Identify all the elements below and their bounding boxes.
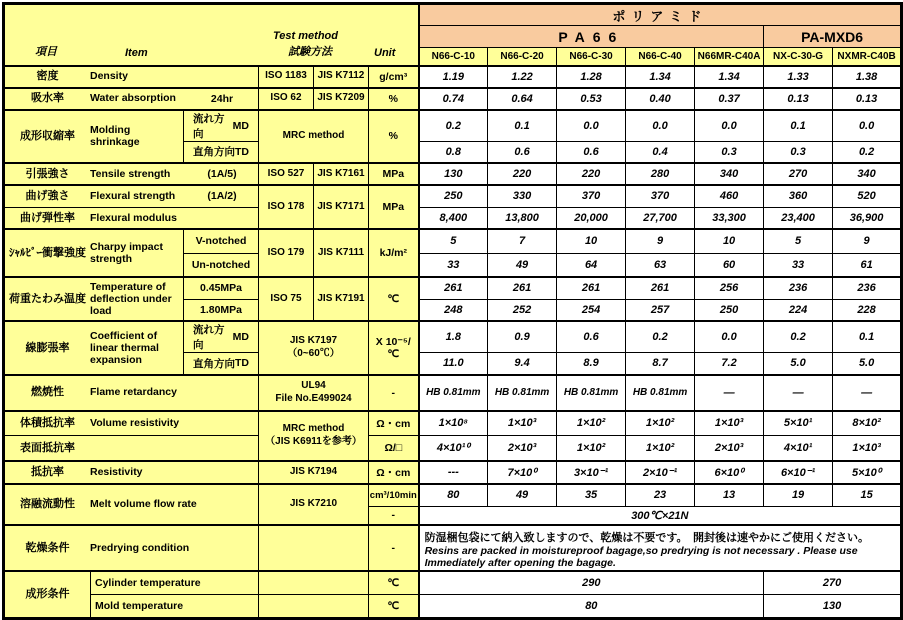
value-cell: 340 [833, 163, 902, 185]
water-en: Water absorption [90, 92, 176, 105]
header-group-pa-mxd6: PA-MXD6 [764, 26, 902, 48]
value-cell: 3×10⁻¹ [557, 461, 626, 484]
dtul-unit: ℃ [369, 277, 419, 321]
value-cell: 520 [833, 185, 902, 207]
flame-en: Flame retardancy [90, 386, 177, 399]
value-cell: 0.2 [764, 321, 833, 353]
value-cell: 0.0 [833, 110, 902, 142]
value-cell: 236 [764, 277, 833, 299]
value-cell: 1.33 [764, 66, 833, 88]
dtul-180-spec: 1.80MPa [184, 299, 259, 321]
flame-method [259, 375, 369, 411]
value-cell: --- [419, 461, 488, 484]
shrink-unit: % [369, 110, 419, 164]
volres-unit: Ω・cm [369, 411, 419, 436]
value-cell: 370 [626, 185, 695, 207]
tensile-unit: MPa [369, 163, 419, 185]
value-cell: 5×10¹ [764, 411, 833, 436]
water-label [4, 88, 259, 110]
value-cell: 2×10³ [488, 436, 557, 461]
value-cell: 250 [695, 299, 764, 321]
tensile-label [4, 163, 259, 185]
tensile-jis: JIS K7161 [314, 163, 369, 185]
grade-header: N66-C-30 [557, 48, 626, 66]
clte-td-code: TD [235, 357, 249, 370]
value-cell: 370 [557, 185, 626, 207]
header-item-en: Item [125, 46, 148, 59]
value-cell: 1×10³ [833, 436, 902, 461]
value-cell: 254 [557, 299, 626, 321]
value-cell: 1×10³ [695, 411, 764, 436]
value-cell: 220 [557, 163, 626, 185]
value-cell: 49 [488, 484, 557, 507]
property-table [2, 2, 903, 620]
density-ja: 密度 [36, 70, 59, 83]
charpy-iso: ISO 179 [259, 229, 314, 277]
value-cell: 5.0 [833, 353, 902, 375]
value-cell: 60 [695, 253, 764, 277]
value-cell: — [764, 375, 833, 411]
clte-ja: 線膨張率 [25, 341, 70, 354]
surfres-label [4, 436, 259, 461]
value-cell: 0.53 [557, 88, 626, 110]
value-cell: HB 0.81mm [557, 375, 626, 411]
value-cell: 61 [833, 253, 902, 277]
value-cell: 1.19 [419, 66, 488, 88]
value-cell: 248 [419, 299, 488, 321]
value-cell: 0.37 [695, 88, 764, 110]
density-label [4, 66, 259, 88]
value-cell: 340 [695, 163, 764, 185]
grade-header: N66-C-40 [626, 48, 695, 66]
density-iso: ISO 1183 [259, 66, 314, 88]
water-spec: 24hr [210, 92, 234, 105]
value-cell: 9 [833, 229, 902, 253]
predry-note-ja: 防湿梱包袋にて納入致しますので、乾燥は不要です。 開封後は速やかにご使用ください。 [424, 531, 869, 544]
value-cell: 0.1 [488, 110, 557, 142]
shrink-method: MRC method [259, 110, 369, 164]
value-cell: 0.2 [626, 321, 695, 353]
value-cell: 23,400 [764, 207, 833, 229]
flame-ja: 燃焼性 [31, 386, 64, 399]
value-cell: 0.3 [695, 141, 764, 163]
flex-strength-en: Flexural strength [90, 190, 176, 203]
mold-temp-label: Mold temperature [91, 595, 259, 619]
cylinder-unit: ℃ [369, 571, 419, 595]
resist-method: JIS K7194 [259, 461, 369, 484]
value-cell: 252 [488, 299, 557, 321]
mvr-ja: 溶融流動性 [20, 497, 75, 510]
value-cell: 460 [695, 185, 764, 207]
value-cell: 220 [488, 163, 557, 185]
value-cell: 9 [626, 229, 695, 253]
value-cell: 19 [764, 484, 833, 507]
value-cell: 15 [833, 484, 902, 507]
value-cell: 7×10⁰ [488, 461, 557, 484]
cylinder-temp-pamxd6: 270 [764, 571, 902, 595]
shrink-td-code: TD [235, 145, 249, 158]
header-left-cell [4, 4, 419, 66]
value-cell: 1.38 [833, 66, 902, 88]
clte-method [259, 321, 369, 375]
mold-unit: ℃ [369, 595, 419, 619]
value-cell: 4×10¹ [764, 436, 833, 461]
resist-unit: Ω・cm [369, 461, 419, 484]
value-cell: 11.0 [419, 353, 488, 375]
value-cell: 0.1 [764, 110, 833, 142]
charpy-v-spec: V-notched [184, 229, 259, 253]
surfres-ja: 表面抵抗率 [20, 441, 75, 454]
shrink-md-code: MD [232, 119, 249, 132]
density-unit: g/cm³ [369, 66, 419, 88]
value-cell: 35 [557, 484, 626, 507]
shrink-td-dir: 直角方向 [193, 146, 235, 159]
water-ja: 吸水率 [31, 92, 64, 105]
value-cell: 4×10¹⁰ [419, 436, 488, 461]
flame-label [4, 375, 259, 411]
mold-temp-pa66: 80 [419, 595, 764, 619]
shrink-td-spec [184, 141, 259, 163]
charpy-label [4, 229, 184, 277]
value-cell: 0.0 [695, 321, 764, 353]
value-cell: 0.8 [419, 141, 488, 163]
value-cell: 330 [488, 185, 557, 207]
value-cell: 236 [833, 277, 902, 299]
value-cell: 23 [626, 484, 695, 507]
value-cell: 13,800 [488, 207, 557, 229]
value-cell: 7.2 [695, 353, 764, 375]
flex-iso: ISO 178 [259, 185, 314, 229]
value-cell: 63 [626, 253, 695, 277]
value-cell: 27,700 [626, 207, 695, 229]
value-cell: 13 [695, 484, 764, 507]
value-cell: 8.9 [557, 353, 626, 375]
mvr-unit2: - [369, 507, 419, 525]
dtul-045-spec: 0.45MPa [184, 277, 259, 299]
value-cell: 1×10⁸ [419, 411, 488, 436]
value-cell: 0.40 [626, 88, 695, 110]
mvr-en: Melt volume flow rate [90, 497, 197, 510]
shrink-md-dir: 流れ方向 [193, 112, 225, 140]
flex-jis: JIS K7171 [314, 185, 369, 229]
shrink-en: Molding shrinkage [90, 124, 140, 149]
header-item-ja: 項目 [35, 45, 57, 58]
flex-unit: MPa [369, 185, 419, 229]
value-cell: HB 0.81mm [419, 375, 488, 411]
grade-header: NXMR-C40B [833, 48, 902, 66]
resist-label [4, 461, 259, 484]
value-cell: 130 [419, 163, 488, 185]
tensile-ja: 引張強さ [25, 167, 70, 180]
predry-method-empty [259, 525, 369, 571]
molding-label: 成形条件 [4, 571, 91, 619]
value-cell: 2×10³ [695, 436, 764, 461]
predry-unit: - [369, 525, 419, 571]
value-cell: 261 [557, 277, 626, 299]
value-cell: 6×10⁻¹ [764, 461, 833, 484]
value-cell: 0.3 [764, 141, 833, 163]
value-cell: 80 [419, 484, 488, 507]
value-cell: 1×10² [626, 436, 695, 461]
value-cell: 224 [764, 299, 833, 321]
density-jis: JIS K7112 [314, 66, 369, 88]
water-unit: % [369, 88, 419, 110]
charpy-unit: kJ/m² [369, 229, 419, 277]
shrink-ja: 成形収縮率 [20, 130, 75, 143]
volres-en: Volume resistivity [90, 417, 180, 430]
dtul-iso: ISO 75 [259, 277, 314, 321]
tensile-spec: (1A/5) [207, 168, 237, 180]
value-cell: 1.34 [695, 66, 764, 88]
value-cell: 10 [695, 229, 764, 253]
value-cell: 1.34 [626, 66, 695, 88]
value-cell: 257 [626, 299, 695, 321]
resist-en: Resistivity [90, 465, 143, 478]
clte-en: Coefficient of linear thermal expansion [90, 329, 159, 366]
value-cell: 0.13 [764, 88, 833, 110]
grade-header: N66-C-10 [419, 48, 488, 66]
value-cell: HB 0.81mm [488, 375, 557, 411]
clte-md-spec [184, 321, 259, 353]
charpy-en: Charpy impact strength [90, 240, 163, 265]
value-cell: 10 [557, 229, 626, 253]
value-cell: 0.64 [488, 88, 557, 110]
value-cell: — [833, 375, 902, 411]
charpy-jis: JIS K7111 [314, 229, 369, 277]
value-cell: 33,300 [695, 207, 764, 229]
grade-header: N66-C-20 [488, 48, 557, 66]
shrink-md-spec [184, 110, 259, 142]
surfres-unit: Ω/□ [369, 436, 419, 461]
value-cell: 0.1 [833, 321, 902, 353]
predry-ja: 乾燥条件 [25, 541, 70, 554]
tensile-en: Tensile strength [90, 167, 171, 180]
value-cell: 1×10² [557, 411, 626, 436]
value-cell: 1.8 [419, 321, 488, 353]
value-cell: 9.4 [488, 353, 557, 375]
value-cell: 0.6 [557, 141, 626, 163]
value-cell: 0.13 [833, 88, 902, 110]
cylinder-temp-pa66: 290 [419, 571, 764, 595]
volres-method [259, 411, 369, 461]
value-cell: 0.2 [419, 110, 488, 142]
density-en: Density [90, 70, 128, 83]
predry-en: Predrying condition [90, 541, 190, 554]
value-cell: 0.0 [695, 110, 764, 142]
flex-spec: (1A/2) [207, 190, 237, 203]
value-cell: 270 [764, 163, 833, 185]
header-family: ポリアミド [419, 4, 902, 26]
clte-td-spec [184, 353, 259, 375]
volres-method-line2: （JIS K6911を参考） [265, 435, 362, 447]
volres-ja: 体積抵抗率 [20, 417, 75, 430]
header-test-method-ja: 試験方法 [288, 45, 332, 58]
mvr-unit: cm³/10min [369, 484, 419, 507]
flex-strength-ja: 曲げ強さ [25, 190, 70, 203]
value-cell: 5.0 [764, 353, 833, 375]
value-cell: 250 [419, 185, 488, 207]
mold-temp-pamxd6: 130 [764, 595, 902, 619]
header-test-method-en: Test method [273, 30, 338, 42]
dtul-jis: JIS K7191 [314, 277, 369, 321]
grade-header: N66MR-C40A [695, 48, 764, 66]
value-cell: 1×10² [626, 411, 695, 436]
header-group-pa66: PA66 [419, 26, 764, 48]
value-cell: 20,000 [557, 207, 626, 229]
value-cell: 228 [833, 299, 902, 321]
header-unit-label: Unit [374, 46, 396, 59]
clte-md-code: MD [232, 331, 249, 343]
value-cell: 36,900 [833, 207, 902, 229]
value-cell: 0.4 [626, 141, 695, 163]
value-cell: 0.6 [488, 141, 557, 163]
value-cell: 1×10³ [488, 411, 557, 436]
predry-note-en: Resins are packed in moistureproof bagage,so predrying is not necessary . Please use Immediately after opening the bagage. [424, 544, 858, 570]
mvr-label [4, 484, 259, 525]
value-cell: 5×10⁰ [833, 461, 902, 484]
tensile-iso: ISO 527 [259, 163, 314, 185]
volres-method-line1: MRC method [282, 423, 345, 434]
water-jis: JIS K7209 [314, 88, 369, 110]
volres-label [4, 411, 259, 436]
value-cell: 1×10² [557, 436, 626, 461]
value-cell: 1.22 [488, 66, 557, 88]
flame-unit: - [369, 375, 419, 411]
dtul-en: Temperature of deflection under load [90, 280, 172, 318]
value-cell: 49 [488, 253, 557, 277]
mvr-method: JIS K7210 [259, 484, 369, 525]
grade-header: NX-C-30-G [764, 48, 833, 66]
value-cell: 7 [488, 229, 557, 253]
value-cell: 8×10² [833, 411, 902, 436]
value-cell: 5 [764, 229, 833, 253]
shrink-label [4, 110, 184, 164]
value-cell: 2×10⁻¹ [626, 461, 695, 484]
value-cell: 33 [419, 253, 488, 277]
flame-method-line1: UL94 [301, 380, 326, 391]
value-cell: 64 [557, 253, 626, 277]
flame-method-line2: File No.E499024 [275, 392, 352, 404]
value-cell: 5 [419, 229, 488, 253]
clte-md-dir: 流れ方向 [193, 324, 225, 351]
value-cell: HB 0.81mm [626, 375, 695, 411]
value-cell: 360 [764, 185, 833, 207]
value-cell: 0.74 [419, 88, 488, 110]
value-cell: 0.6 [557, 321, 626, 353]
predry-label [4, 525, 259, 571]
clte-label [4, 321, 184, 375]
value-cell: 6×10⁰ [695, 461, 764, 484]
cylinder-temp-label: Cylinder temperature [91, 571, 259, 595]
flex-strength-label [4, 185, 259, 207]
value-cell: 280 [626, 163, 695, 185]
value-cell: 0.0 [557, 110, 626, 142]
cylinder-method-empty [259, 571, 369, 595]
value-cell: 0.0 [626, 110, 695, 142]
value-cell: 8.7 [626, 353, 695, 375]
resist-ja: 抵抗率 [31, 465, 64, 478]
dtul-label [4, 277, 184, 321]
mold-method-empty [259, 595, 369, 619]
clte-method-line2: （0~60℃） [287, 347, 340, 359]
predry-note [419, 525, 902, 571]
clte-unit: X 10⁻⁵/ ℃ [369, 321, 419, 375]
value-cell: 8,400 [419, 207, 488, 229]
value-cell: 0.2 [833, 141, 902, 163]
dtul-ja: 荷重たわみ温度 [9, 292, 86, 305]
charpy-ja: ｼｬﾙﾋﾟｰ衝撃強度 [9, 246, 86, 259]
value-cell: 256 [695, 277, 764, 299]
value-cell: 261 [626, 277, 695, 299]
value-cell: 261 [488, 277, 557, 299]
charpy-u-spec: Un-notched [184, 253, 259, 277]
value-cell: 33 [764, 253, 833, 277]
flex-modulus-ja: 曲げ弾性率 [20, 211, 75, 224]
value-cell: 1.28 [557, 66, 626, 88]
clte-method-line1: JIS K7197 [289, 335, 338, 347]
water-iso: ISO 62 [259, 88, 314, 110]
value-cell: 0.9 [488, 321, 557, 353]
mvr-condition: 300℃×21N [419, 507, 902, 525]
value-cell: 261 [419, 277, 488, 299]
clte-td-dir: 直角方向 [193, 357, 235, 370]
value-cell: — [695, 375, 764, 411]
flex-modulus-en: Flexural modulus [90, 211, 177, 224]
flex-modulus-label [4, 207, 259, 229]
